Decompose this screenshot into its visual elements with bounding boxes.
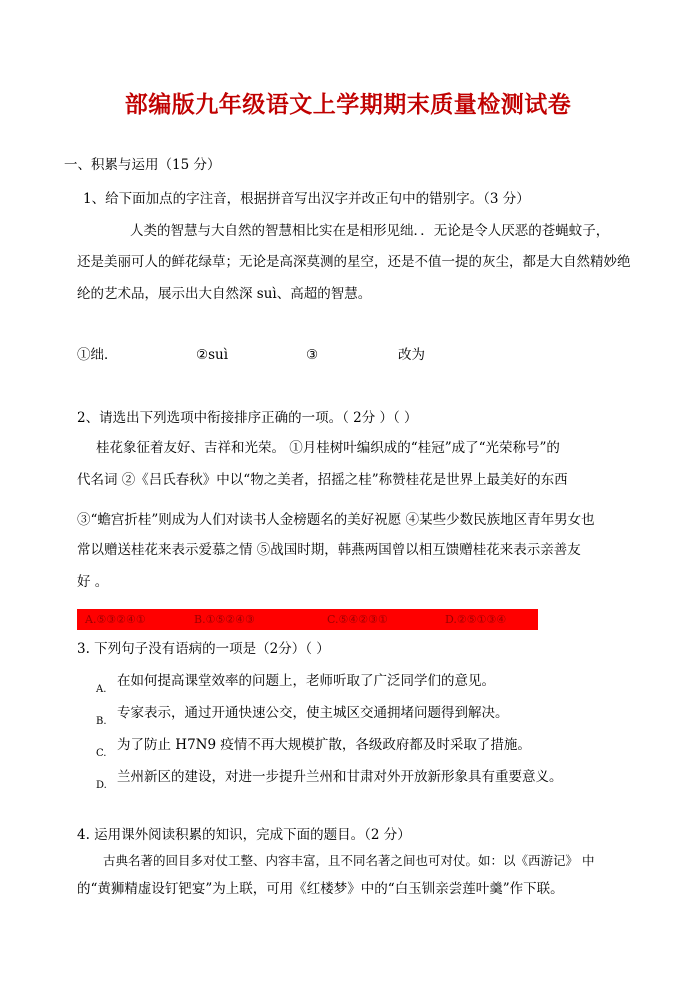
section-heading: 一、积累与运用（15 分） — [64, 157, 221, 173]
question-4-passage-line: 的“黄狮精虚设钉钯宴”为上联，可用《红楼梦》中的“白玉钏亲尝莲叶羹”作下联。 — [77, 881, 564, 897]
question-1-answer-b: ②suì — [196, 347, 229, 363]
question-3-option-text: 兰州新区的建设，对进一步提升兰州和甘肃对外开放新形象具有重要意义。 — [117, 769, 563, 785]
question-3-prompt: 3. 下列句子没有语病的一项是（2分）（ ） — [77, 641, 330, 657]
question-3-option-letter: A. — [96, 684, 107, 695]
question-1-answer-a: ①绌． — [77, 347, 118, 363]
question-1-passage-line: 纶的艺术品，展示出大自然深 suì、高超的智慧。 — [77, 286, 372, 302]
question-3-option-text: 为了防止 H7N9 疫情不再大规模扩散，各级政府都及时采取了措施。 — [117, 737, 531, 753]
question-2-passage-line: 桂花象征着友好、吉祥和光荣。 ①月桂树叶编织成的“桂冠”成了“光荣称号”的 — [96, 440, 560, 456]
question-1-answer-c: ③ — [306, 347, 319, 363]
question-3-option-letter: B. — [96, 716, 107, 727]
question-2-prompt: 2、请选出下列选项中衔接排序正确的一项。（ 2分 ）（ ） — [77, 410, 418, 426]
question-3-option-letter: C. — [96, 748, 107, 759]
question-3-option-text: 专家表示，通过开通快速公交，使主城区交通拥堵问题得到解决。 — [117, 705, 509, 721]
question-4-passage-line: 古典名著的回目多对仗工整、内容丰富，且不同名著之间也可对仗。如：以《西游记》 中 — [103, 853, 595, 868]
page-title: 部编版九年级语文上学期期末质量检测试卷 — [124, 92, 572, 118]
question-1-answer-d: 改为 — [398, 347, 425, 363]
question-2-option-a: A.⑤③②④① — [85, 613, 146, 626]
question-2-passage-line: 代名词 ②《吕氏春秋》中以“物之美者，招摇之桂”称赞桂花是世界上最美好的东西 — [77, 472, 568, 488]
question-2-option-c: C.⑤④②③① — [327, 613, 388, 626]
question-4-prompt: 4. 运用课外阅读积累的知识，完成下面的题目。（2 分） — [77, 827, 411, 843]
question-1-passage-line: 还是美丽可人的鲜花绿草；无论是高深莫测的星空，还是不值一提的灰尘，都是大自然精妙绝 — [77, 254, 631, 270]
question-2-options-bar — [77, 609, 538, 630]
question-3-option-text: 在如何提高课堂效率的问题上，老师听取了广泛同学们的意见。 — [117, 673, 495, 689]
question-1-passage-line: 人类的智慧与大自然的智慧相比实在是相形见绌．．无论是令人厌恶的苍蝇蚊子， — [130, 223, 610, 239]
question-2-passage-line: 常以赠送桂花来表示爱慕之情 ⑤战国时期，韩燕两国曾以相互馈赠桂花来表示亲善友 — [77, 542, 581, 558]
question-2-passage-line: 好 。 — [77, 574, 109, 590]
question-1-prompt: 1、给下面加点的字注音，根据拼音写出汉字并改正句中的错别字。（3 分） — [83, 191, 530, 207]
question-2-passage-line: ③“蟾宫折桂”则成为人们对读书人金榜题名的美好祝愿 ④某些少数民族地区青年男女也 — [77, 512, 595, 528]
question-2-option-d: D.②⑤①③④ — [445, 613, 507, 626]
question-3-option-letter: D. — [96, 780, 107, 791]
question-2-option-b: B.①⑤②④③ — [194, 613, 255, 626]
